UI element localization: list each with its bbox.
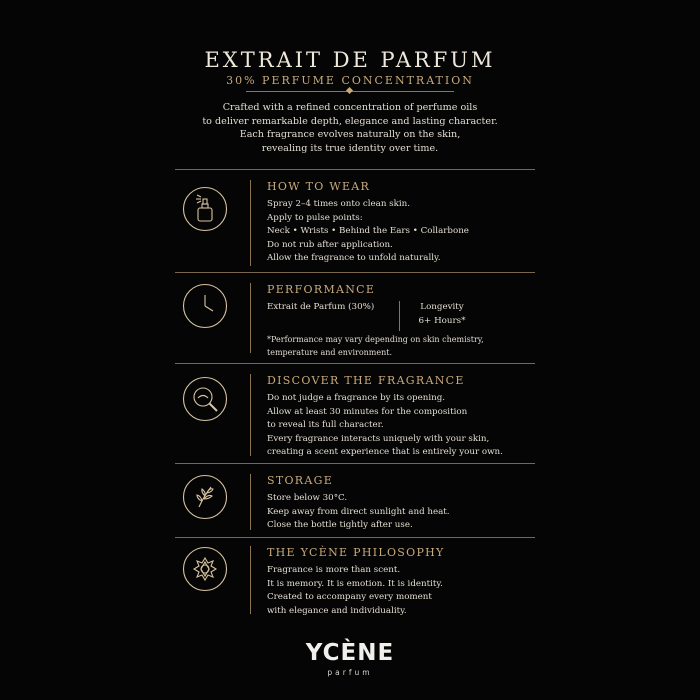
section-line: creating a scent experience that is entirely your own. [267, 447, 503, 458]
leaf-icon [182, 474, 228, 520]
brand-logo: YCÈNE [305, 640, 395, 666]
page-subtitle: 30% PERFUME CONCENTRATION [226, 74, 474, 87]
section-line: Store below 30°C. [267, 493, 348, 503]
section-content [267, 283, 537, 359]
section-vertical-rule [250, 374, 251, 456]
section-how-to-wear [175, 180, 535, 266]
section-divider [175, 537, 535, 538]
section-divider [175, 169, 535, 170]
section-philosophy [175, 546, 535, 614]
section-vertical-rule [250, 283, 251, 353]
section-divider [175, 272, 535, 273]
section-content [267, 374, 537, 460]
brand-tagline: parfum [327, 668, 373, 677]
section-line: Every fragrance interacts uniquely with your skin, [267, 433, 490, 444]
section-content [267, 546, 537, 618]
performance-note: *Performance may vary depending on skin chemistry, [267, 335, 484, 344]
section-line: Do not rub after application. [267, 239, 393, 250]
page-title: EXTRAIT DE PARFUM [204, 48, 496, 72]
clock-icon [182, 283, 228, 329]
section-line: Fragrance is more than scent. [267, 565, 401, 575]
intro-text [150, 101, 550, 155]
section-line: Spray 2–4 times onto clean skin. [267, 199, 411, 209]
divider-diamond-icon [346, 87, 353, 94]
longevity-block [407, 301, 477, 328]
ornament-icon [182, 546, 228, 592]
perfume-bottle-icon [182, 186, 228, 232]
section-title: STORAGE [267, 474, 334, 487]
section-line: Apply to pulse points: [267, 212, 363, 223]
section-line: Created to accompany every moment [267, 592, 432, 603]
performance-divider [399, 301, 400, 331]
section-title: PERFORMANCE [267, 283, 376, 296]
magnifier-icon [182, 376, 228, 422]
longevity-value: 6+ Hours* [418, 315, 466, 326]
intro-line: Crafted with a refined concentration of perfume oils [222, 102, 478, 113]
section-content [267, 474, 537, 533]
longevity-label: Longevity [420, 302, 464, 312]
section-line: It is memory. It is emotion. It is identity. [267, 578, 443, 589]
performance-row [267, 301, 537, 333]
section-line: Do not judge a fragrance by its opening. [267, 393, 446, 403]
section-title: HOW TO WEAR [267, 180, 371, 193]
performance-note: temperature and environment. [267, 348, 393, 358]
intro-line: revealing its true identity over time. [261, 142, 439, 154]
section-vertical-rule [250, 546, 251, 614]
section-line: Allow at least 30 minutes for the composition [267, 406, 468, 417]
intro-line: Each fragrance evolves naturally on the skin, [239, 129, 461, 140]
section-line: Close the bottle tightly after use. [267, 520, 413, 531]
concentration-label: Extrait de Parfum (30%) [267, 302, 375, 312]
section-line: Neck • Wrists • Behind the Ears • Collarbone [267, 226, 469, 237]
section-discover [175, 374, 535, 456]
section-line: Keep away from direct sunlight and heat. [267, 506, 450, 517]
section-line: to reveal its full character. [267, 420, 384, 431]
section-line: with elegance and individuality. [267, 605, 407, 616]
section-divider [175, 363, 535, 364]
section-storage [175, 474, 535, 530]
intro-line: to deliver remarkable depth, elegance and lasting character. [202, 115, 498, 127]
section-content [267, 180, 537, 266]
section-divider [175, 463, 535, 464]
section-vertical-rule [250, 474, 251, 530]
section-line: Allow the fragrance to unfold naturally. [267, 253, 441, 264]
section-vertical-rule [250, 180, 251, 266]
section-performance [175, 283, 535, 357]
section-title: THE YCÈNE PHILOSOPHY [267, 546, 445, 559]
section-title: DISCOVER THE FRAGRANCE [267, 374, 465, 387]
